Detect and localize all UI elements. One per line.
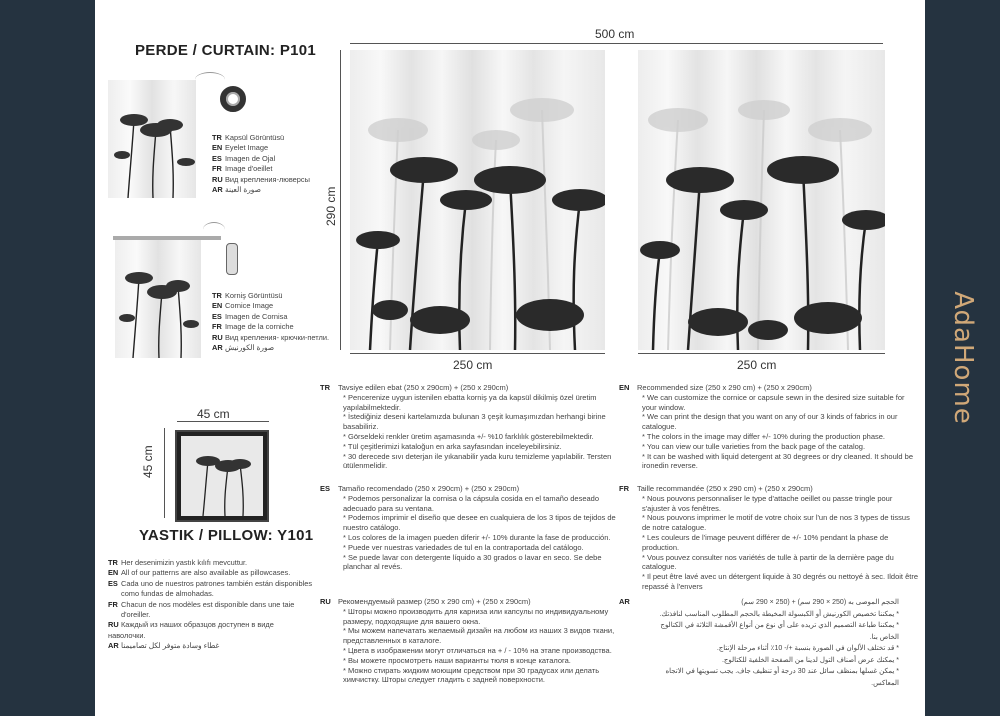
brand-logo: AdaHome [947,291,978,425]
legend-row: FR Image d'oeillet [212,164,273,174]
info-line: Tavsiye edilen ebat (250 x 290cm) + (250 x 290cm) [338,383,509,392]
info-line: * Görseldeki renkler üretim aşamasında +/- %10 farklılık gösterebilmektedir. [338,432,620,442]
info-line: * Шторы можно производить для карниза или капсулы по индивидуальному размеру, подходящие для вашего окна. [338,607,620,627]
pointer-arrow [195,72,225,87]
info-line: * It can be washed with liquid detergent at 30 degrees or dry cleaned. It should be ironedin reverse. [637,452,919,472]
right-panel-width-label: 250 cm [737,358,777,372]
cornice-hook-icon [226,243,238,275]
legend-row: EN All of our patterns are also available as pillowcases. [108,568,291,578]
palm-pattern-small [108,80,196,198]
info-line: * Se puede lavar con detergente líquido a 30 grados o lavar en seco. Se debe planchar al revés. [338,553,620,573]
info-line: * 30 derecede sıvı deterjan ile yıkanabilir yada kuru temizleme yapılabilir. Tersten ütülenmelidir. [338,452,620,472]
height-label: 290 cm [324,186,338,226]
info-line: * Мы можем напечатать желаемый дизайн на любом из наших 3 видов ткани, представленных в каталоге. [338,626,620,646]
info-line: * Nous pouvons imprimer le motif de votre choix sur l'un de nos 3 types de tissus de notre catalogue. [637,513,919,533]
total-width-line [350,43,883,44]
total-width-label: 500 cm [595,27,635,41]
info-line: * Podemos imprimir el diseño que desee en cualquiera de los 3 tipos de tejidos de nuestro catálogo. [338,513,620,533]
pillow-legend [108,558,313,652]
info-line: * Podemos personalizar la cornisa o la cápsula cosida en el tamaño deseado adecuado para su ventana. [338,494,620,514]
eyelet-curtain-thumbnail [108,80,196,198]
info-block-es: ES Tamaño recomendado (250 x 290cm) + (250 x 290cm) * Podemos personalizar la cornisa o la cápsula cosida en el tamaño deseado adecuado para su ventana. * Podemos imprimir el diseño que desee en cualquiera de los 3 tipos de tejidos de nuestro catálogo. * Los colores de la imagen pueden diferir +/- 10% durante la fase de producción. * Puede ver nuestras variedades de tul en la contraportada del catálogo. * Se puede lavar con detergente líquido a 30 grados o lavar en seco. Se debe planchar al revés. [320,484,620,572]
info-block-en: EN Recommended size (250 x 290 cm) + (250 x 290cm) * We can customize the cornice or capsule sewn in the desired size suitable for your window. * We can print the design that you want on any of our 3 kinds of fabrics in our catalogue. * The colors in the image may differ +/- 10% during the production phase. * You can view our tulle varieties from the back page of the catalog. * It can be washed with liquid detergent at 30 degrees or dry cleaned. It should be ironedin reverse. [619,383,919,471]
info-line: * Вы можете просмотреть наши варианты тюля в конце каталога. [338,656,620,666]
legend-row: TR Korniş Görüntüsü [212,291,283,300]
info-line: * You can view our tulle varieties from the back page of the catalog. [637,442,919,452]
curtain-title: PERDE / CURTAIN: P101 [135,42,317,59]
pillow-width-label: 45 cm [197,407,230,421]
info-line: * Nous pouvons personnaliser le type d'attache oeillet ou passe tringle pour s'ajuster à vos fenêtres. [637,494,919,514]
curtain-panel-left [350,50,605,350]
cornice-curtain-thumbnail [115,240,201,358]
eyelet-ring-icon [220,86,246,112]
legend-row: FR Image de la corniche [212,322,294,332]
info-block-ar: AR الحجم الموصى به (250 × 290 سم) + (250 × 290 سم) * يمكننا تخصيص الكورنيش أو الكبسولة المخيطة بالحجم المطلوب المناسب لنافذتك. * يمكننا طباعة التصميم الذي تريده على أي نوع من أنواع الأقمشة الثلاثة في الكتالوج الخاص بنا. * قد تختلف الألوان في الصورة بنسبة +/- 10٪ أثناء مرحلة الإنتاج. * يمكنك عرض أصناف التول لدينا من الصفحة الخلفية للكتالوج. * يمكن غسلها بمنظف سائل عند 30 درجة أو تنظيف جاف. يجب تسويتها في الاتجاه المعاكس. [619,597,919,689]
legend-row: EN Cornice Image [212,301,274,311]
info-block-ru: RU Рекомендуемый размер (250 x 290 cm) + (250 x 290cm) * Шторы можно производить для карниза или капсулы по индивидуальному размеру, подходящие для вашего окна. * Мы можем напечатать желаемый дизайн на любом из наших 3 видов ткани, представленных в каталоге. * Цвета в изображении могут отличаться на + / - 10% на этапе производства. * Вы можете просмотреть наши варианты тюля в конце каталога. * Можно стирать жидким моющим средством при 30 градусах или делать химчистку. Шторы следует гладить с задней поверхности. [320,597,620,685]
legend-row: AR غطاء وسادة متوفر لكل تصاميمنا [108,641,220,651]
palm-pattern-small [115,240,201,358]
right-panel-width-line [638,353,885,354]
info-line: الحجم الموصى به (250 × 290 سم) + (250 × 290 سم) [741,599,899,606]
info-line: Taille recommandée (250 x 290 cm) + (250 x 290cm) [637,484,813,493]
palm-pattern-pillow [181,436,263,516]
brand-strip [925,0,1000,716]
palm-pattern-left [350,50,605,350]
legend-row: EN Eyelet Image [212,143,269,153]
info-line: * يمكن غسلها بمنظف سائل عند 30 درجة أو تنظيف جاف. يجب تسويتها في الاتجاه المعاكس. [637,666,899,689]
info-line: Recommended size (250 x 290 cm) + (250 x 290cm) [637,383,812,392]
pillow-height-label: 45 cm [141,445,155,478]
legend-row: ES Cada uno de nuestros patrones también están disponibles como fundas de almohadas. [108,578,313,599]
eyelet-legend [212,133,342,195]
legend-row: ES Imagen de Ojal [212,153,276,163]
info-line: * Tül çeşitlerimizi kataloğun en arka sayfasından inceleyebilirsiniz. [338,442,620,452]
pillow-image [177,432,267,520]
info-line: * Vous pouvez consulter nos variétés de tulle à partir de la dernière page du catalogue. [637,553,919,573]
info-line: * Pencerenize uygun istenilen ebatta korniş ya da kapsül dikilmiş özel üretim yapılabilmektedir. [338,393,620,413]
legend-row: AR صورة الكورنيش [212,343,275,353]
palm-pattern-right [638,50,885,350]
info-line: * Можно стирать жидким моющим средством при 30 градусах или делать химчистку. Шторы следует гладить с задней поверхности. [338,666,620,686]
left-panel-width-line [350,353,605,354]
info-line: Tamaño recomendado (250 x 290cm) + (250 x 290cm) [338,484,520,493]
left-panel-width-label: 250 cm [453,358,493,372]
legend-row: TR Her desenimizin yastık kılıfı mevcuttur. [108,558,248,567]
legend-row: RU Вид крепления- крючки-петли. [212,332,330,342]
info-line: * Il peut être lavé avec un détergent liquide à 30 degrés ou nettoyé à sec. Ildoit être repassé à l'envers [637,572,919,592]
info-block-fr: FR Taille recommandée (250 x 290 cm) + (250 x 290cm) * Nous pouvons personnaliser le type d'attache oeillet ou passe tringle pour s'ajuster à vos fenêtres. * Nous pouvons imprimer le motif de votre choix sur l'un de nos 3 types de tissus de notre catalogue. * Les couleurs de l'image peuvent différer de +/- 10% pendant la phase de production. * Vous pouvez consulter nos variétés de tulle à partir de la dernière page du catalogue. * Il peut être lavé avec un détergent liquide à 30 degrés ou nettoyé à sec. Ildoit être repassé à l'envers [619,484,919,592]
info-line: * We can print the design that you want on any of our 3 kinds of fabrics in our catalogue. [637,412,919,432]
legend-row: ES Imagen de Cornisa [212,311,288,321]
info-line: * يمكننا طباعة التصميم الذي تريده على أي نوع من أنواع الأقمشة الثلاثة في الكتالوج الخاص بنا. [637,620,899,643]
pillow-width-line [177,421,269,422]
info-line: * يمكننا تخصيص الكورنيش أو الكبسولة المخيطة بالحجم المطلوب المناسب لنافذتك. [637,609,899,621]
info-line: * يمكنك عرض أصناف التول لدينا من الصفحة الخلفية للكتالوج. [637,655,899,667]
info-line: Рекомендуемый размер (250 x 290 cm) + (250 x 290cm) [338,597,531,606]
info-line: * The colors in the image may differ +/- 10% during the production phase. [637,432,919,442]
info-line: * Los colores de la imagen pueden diferir +/- 10% durante la fase de producción. [338,533,620,543]
legend-row: FR Chacun de nos modèles est disponible dans une taie d'oreiller. [108,599,295,620]
pointer-arrow [203,222,225,237]
info-line: * Цвета в изображении могут отличаться на + / - 10% на этапе производства. [338,646,620,656]
legend-row: RU Каждый из наших образцов доступен в виде наволочки. [108,620,274,640]
catalog-page [95,0,925,716]
legend-row: AR صورة العينة [212,185,261,195]
legend-row: TR Kapsül Görüntüsü [212,133,285,142]
info-line: * Puede ver nuestras variedades de tul en la contraportada del catálogo. [338,543,620,553]
info-line: * Les couleurs de l'image peuvent différer de +/- 10% pendant la phase de production. [637,533,919,553]
legend-row: RU Вид крепления-люверсы [212,174,310,184]
info-line: * İstediğiniz deseni kartelamızda bulunan 3 çeşit kumaşımızdan herhangi birine basabiliriz. [338,412,620,432]
info-line: * قد تختلف الألوان في الصورة بنسبة +/- 10٪ أثناء مرحلة الإنتاج. [637,643,899,655]
pillow-height-line [164,428,165,518]
height-line [340,50,341,350]
info-block-tr: TR Tavsiye edilen ebat (250 x 290cm) + (250 x 290cm) * Pencerenize uygun istenilen ebatta korniş ya da kapsül dikilmiş özel üretim yapılabilmektedir. * İstediğiniz deseni kartelamızda bulunan 3 çeşit kumaşımızdan herhangi birine basabiliriz. * Görseldeki renkler üretim aşamasında +/- %10 farklılık gösterebilmektedir. * Tül çeşitlerimizi kataloğun en arka sayfasından inceleyebilirsiniz. * 30 derecede sıvı deterjan ile yıkanabilir yada kuru temizleme yapılabilir. Tersten ütülenmelidir. [320,383,620,471]
curtain-panel-right [638,50,885,350]
info-line: * We can customize the cornice or capsule sewn in the desired size suitable for your window. [637,393,919,413]
pillow-title: YASTIK / PILLOW: Y101 [139,527,314,544]
